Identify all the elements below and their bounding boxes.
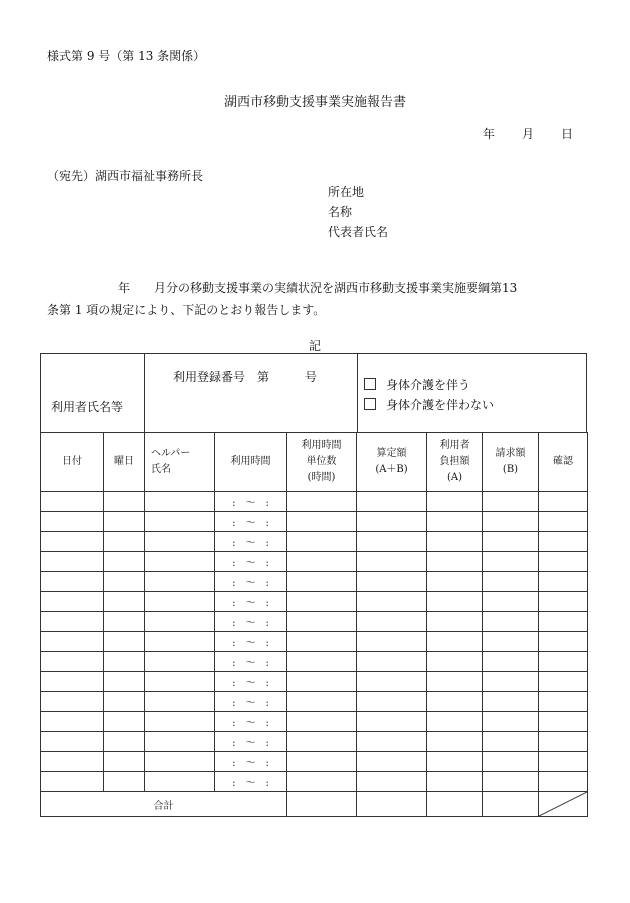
cell-date[interactable] (41, 612, 104, 632)
table-row (41, 672, 588, 692)
cell-confirm[interactable] (539, 592, 588, 612)
cell-confirm[interactable] (539, 612, 588, 632)
cell-claim[interactable] (483, 632, 539, 652)
cell-confirm[interactable] (539, 752, 588, 772)
cell-calc[interactable] (357, 552, 427, 572)
cell-units[interactable] (287, 532, 357, 552)
time-placeholder: : 〜 : (232, 638, 269, 649)
time-placeholder: : 〜 : (232, 758, 269, 769)
time-placeholder: : 〜 : (232, 518, 269, 529)
time-placeholder: : 〜 : (232, 738, 269, 749)
total-units[interactable] (287, 792, 357, 817)
cell-claim[interactable] (483, 552, 539, 572)
cell-confirm[interactable] (539, 512, 588, 532)
cell-units[interactable] (287, 732, 357, 752)
cell-burden[interactable] (427, 572, 483, 592)
total-burden[interactable] (427, 792, 483, 817)
table-row (41, 692, 588, 712)
cell-helper[interactable] (145, 512, 215, 532)
cell-calc[interactable] (357, 772, 427, 792)
cell-claim[interactable] (483, 732, 539, 752)
cell-confirm[interactable] (539, 652, 588, 672)
cell-calc[interactable] (357, 632, 427, 652)
cell-burden[interactable] (427, 552, 483, 572)
cell-date[interactable] (41, 512, 104, 532)
cell-claim[interactable] (483, 652, 539, 672)
cell-calc[interactable] (357, 692, 427, 712)
ki-heading: 記 (308, 339, 321, 353)
time-placeholder: : 〜 : (232, 658, 269, 669)
cell-time[interactable] (215, 772, 287, 792)
table-row (41, 712, 588, 732)
cell-helper[interactable] (145, 612, 215, 632)
table-row (41, 732, 588, 752)
column-header-row (41, 433, 588, 492)
cell-helper[interactable] (145, 752, 215, 772)
cell-confirm[interactable] (539, 532, 588, 552)
care-option-without[interactable]: 身体介護を伴わない (364, 396, 494, 413)
cell-calc[interactable] (357, 592, 427, 612)
cell-date[interactable] (41, 492, 104, 512)
cell-helper[interactable] (145, 592, 215, 612)
cell-calc[interactable] (357, 512, 427, 532)
cell-burden[interactable] (427, 532, 483, 552)
table-row (41, 612, 588, 632)
cell-burden[interactable] (427, 512, 483, 532)
cell-weekday[interactable] (104, 612, 145, 632)
cell-claim[interactable] (483, 612, 539, 632)
cell-units[interactable] (287, 552, 357, 572)
cell-time[interactable] (215, 492, 287, 512)
form-number: 様式第 9 号（第 13 条関係） (47, 49, 206, 63)
col-units: 利用時間 単位数 (時間) (287, 433, 357, 492)
cell-helper[interactable] (145, 652, 215, 672)
cell-claim[interactable] (483, 752, 539, 772)
table-row (41, 552, 588, 572)
table-row (41, 492, 588, 512)
cell-confirm[interactable] (539, 572, 588, 592)
user-name-label: 利用者氏名等 (51, 400, 124, 414)
col-helper: ヘルパー 氏名 (145, 433, 215, 492)
cell-claim[interactable] (483, 672, 539, 692)
table-row (41, 592, 588, 612)
usage-grid (40, 432, 588, 817)
cell-date[interactable] (41, 652, 104, 672)
cell-units[interactable] (287, 492, 357, 512)
cell-weekday[interactable] (104, 492, 145, 512)
cell-weekday[interactable] (104, 652, 145, 672)
cell-weekday[interactable] (104, 732, 145, 752)
cell-claim[interactable] (483, 532, 539, 552)
table-header-box (40, 353, 587, 433)
data-rows (41, 492, 588, 792)
registration-label: 利用登録番号 第 号 (173, 370, 318, 384)
cell-weekday[interactable] (104, 552, 145, 572)
cell-burden[interactable] (427, 492, 483, 512)
cell-time[interactable] (215, 552, 287, 572)
cell-time[interactable] (215, 612, 287, 632)
cell-date[interactable] (41, 632, 104, 652)
cell-time[interactable] (215, 572, 287, 592)
diagonal-line-icon (539, 792, 587, 816)
cell-confirm[interactable] (539, 632, 588, 652)
col-burden: 利用者 負担額 (A) (427, 433, 483, 492)
table-row (41, 572, 588, 592)
cell-claim[interactable] (483, 512, 539, 532)
cell-burden[interactable] (427, 732, 483, 752)
table-row (41, 772, 588, 792)
cell-units[interactable] (287, 572, 357, 592)
cell-burden[interactable] (427, 772, 483, 792)
cell-units[interactable] (287, 512, 357, 532)
cell-time[interactable] (215, 712, 287, 732)
cell-helper[interactable] (145, 672, 215, 692)
cell-units[interactable] (287, 612, 357, 632)
cell-helper[interactable] (145, 732, 215, 752)
cell-claim[interactable] (483, 572, 539, 592)
checkbox-icon[interactable] (364, 398, 376, 410)
total-claim[interactable] (483, 792, 539, 817)
cell-weekday[interactable] (104, 672, 145, 692)
cell-calc[interactable] (357, 752, 427, 772)
cell-weekday[interactable] (104, 692, 145, 712)
cell-time[interactable] (215, 632, 287, 652)
checkbox-icon[interactable] (364, 378, 376, 390)
col-date: 日付 (41, 433, 104, 492)
time-placeholder: : 〜 : (232, 578, 269, 589)
cell-units[interactable] (287, 752, 357, 772)
cell-date[interactable] (41, 672, 104, 692)
cell-burden[interactable] (427, 632, 483, 652)
cell-helper[interactable] (145, 632, 215, 652)
cell-confirm[interactable] (539, 712, 588, 732)
recipient: （宛先）湖西市福祉事務所長 (47, 169, 204, 183)
cell-calc[interactable] (357, 672, 427, 692)
cell-time[interactable] (215, 752, 287, 772)
cell-claim[interactable] (483, 772, 539, 792)
cell-time[interactable] (215, 532, 287, 552)
cell-helper[interactable] (145, 772, 215, 792)
care-options-cell (358, 354, 586, 432)
cell-burden[interactable] (427, 652, 483, 672)
cell-units[interactable] (287, 692, 357, 712)
cell-claim[interactable] (483, 712, 539, 732)
col-claim: 請求額 (B) (483, 433, 539, 492)
cell-calc[interactable] (357, 732, 427, 752)
cell-date[interactable] (41, 772, 104, 792)
table-row (41, 632, 588, 652)
cell-date[interactable] (41, 732, 104, 752)
cell-units[interactable] (287, 712, 357, 732)
body-text-line-2: 条第 1 項の規定により、下記のとおり報告します。 (47, 303, 326, 317)
cell-calc[interactable] (357, 712, 427, 732)
cell-time[interactable] (215, 592, 287, 612)
time-placeholder: : 〜 : (232, 618, 269, 629)
cell-confirm[interactable] (539, 692, 588, 712)
cell-claim[interactable] (483, 492, 539, 512)
cell-units[interactable] (287, 772, 357, 792)
cell-weekday[interactable] (104, 752, 145, 772)
col-time: 利用時間 (215, 433, 287, 492)
cell-confirm[interactable] (539, 772, 588, 792)
cell-calc[interactable] (357, 572, 427, 592)
cell-units[interactable] (287, 632, 357, 652)
cell-units[interactable] (287, 592, 357, 612)
body-text-line-1: 年 月分の移動支援事業の実績状況を湖西市移動支援事業実施要綱第13 (118, 281, 518, 295)
time-placeholder: : 〜 : (232, 678, 269, 689)
report-table (40, 353, 587, 817)
cell-units[interactable] (287, 652, 357, 672)
cell-helper[interactable] (145, 692, 215, 712)
time-placeholder: : 〜 : (232, 558, 269, 569)
registration-cell (145, 354, 358, 432)
cell-helper[interactable] (145, 552, 215, 572)
cell-confirm[interactable] (539, 492, 588, 512)
date-year: 年 (483, 127, 496, 141)
cell-confirm[interactable] (539, 732, 588, 752)
cell-burden[interactable] (427, 712, 483, 732)
time-placeholder: : 〜 : (232, 778, 269, 789)
user-name-cell (41, 354, 145, 432)
table-row (41, 532, 588, 552)
applicant-address-label: 所在地 (328, 185, 365, 199)
cell-time[interactable] (215, 672, 287, 692)
cell-weekday[interactable] (104, 592, 145, 612)
cell-calc[interactable] (357, 652, 427, 672)
cell-date[interactable] (41, 752, 104, 772)
total-calc[interactable] (357, 792, 427, 817)
cell-time[interactable] (215, 652, 287, 672)
time-placeholder: : 〜 : (232, 698, 269, 709)
cell-helper[interactable] (145, 532, 215, 552)
cell-time[interactable] (215, 692, 287, 712)
table-row (41, 752, 588, 772)
applicant-name-label: 名称 (328, 205, 353, 219)
cell-helper[interactable] (145, 712, 215, 732)
time-placeholder: : 〜 : (232, 498, 269, 509)
document-title: 湖西市移動支援事業実施報告書 (223, 95, 406, 110)
cell-date[interactable] (41, 712, 104, 732)
cell-calc[interactable] (357, 532, 427, 552)
cell-burden[interactable] (427, 612, 483, 632)
cell-date[interactable] (41, 552, 104, 572)
table-row (41, 512, 588, 532)
cell-time[interactable] (215, 732, 287, 752)
cell-confirm[interactable] (539, 552, 588, 572)
cell-confirm[interactable] (539, 672, 588, 692)
cell-calc[interactable] (357, 612, 427, 632)
cell-units[interactable] (287, 672, 357, 692)
cell-calc[interactable] (357, 492, 427, 512)
applicant-representative-label: 代表者氏名 (328, 225, 389, 239)
cell-weekday[interactable] (104, 512, 145, 532)
col-calc: 算定額 (A＋B) (357, 433, 427, 492)
cell-burden[interactable] (427, 752, 483, 772)
date-day: 日 (561, 127, 574, 141)
time-placeholder: : 〜 : (232, 598, 269, 609)
total-confirm-slash (539, 792, 588, 817)
cell-helper[interactable] (145, 492, 215, 512)
total-row (41, 792, 588, 817)
cell-helper[interactable] (145, 572, 215, 592)
time-placeholder: : 〜 : (232, 718, 269, 729)
cell-date[interactable] (41, 532, 104, 552)
date-line (483, 125, 573, 142)
cell-weekday[interactable] (104, 532, 145, 552)
cell-date[interactable] (41, 572, 104, 592)
cell-burden[interactable] (427, 692, 483, 712)
cell-weekday[interactable] (104, 772, 145, 792)
care-option-with[interactable]: 身体介護を伴う (364, 376, 470, 393)
cell-burden[interactable] (427, 592, 483, 612)
cell-weekday[interactable] (104, 712, 145, 732)
cell-date[interactable] (41, 692, 104, 712)
table-row (41, 652, 588, 672)
col-confirm: 確認 (539, 433, 588, 492)
time-placeholder: : 〜 : (232, 538, 269, 549)
cell-weekday[interactable] (104, 632, 145, 652)
total-label: 合計 (41, 792, 287, 817)
date-month: 月 (522, 127, 535, 141)
cell-time[interactable] (215, 512, 287, 532)
cell-weekday[interactable] (104, 572, 145, 592)
col-weekday: 曜日 (104, 433, 145, 492)
cell-claim[interactable] (483, 592, 539, 612)
cell-burden[interactable] (427, 672, 483, 692)
cell-date[interactable] (41, 592, 104, 612)
cell-claim[interactable] (483, 692, 539, 712)
